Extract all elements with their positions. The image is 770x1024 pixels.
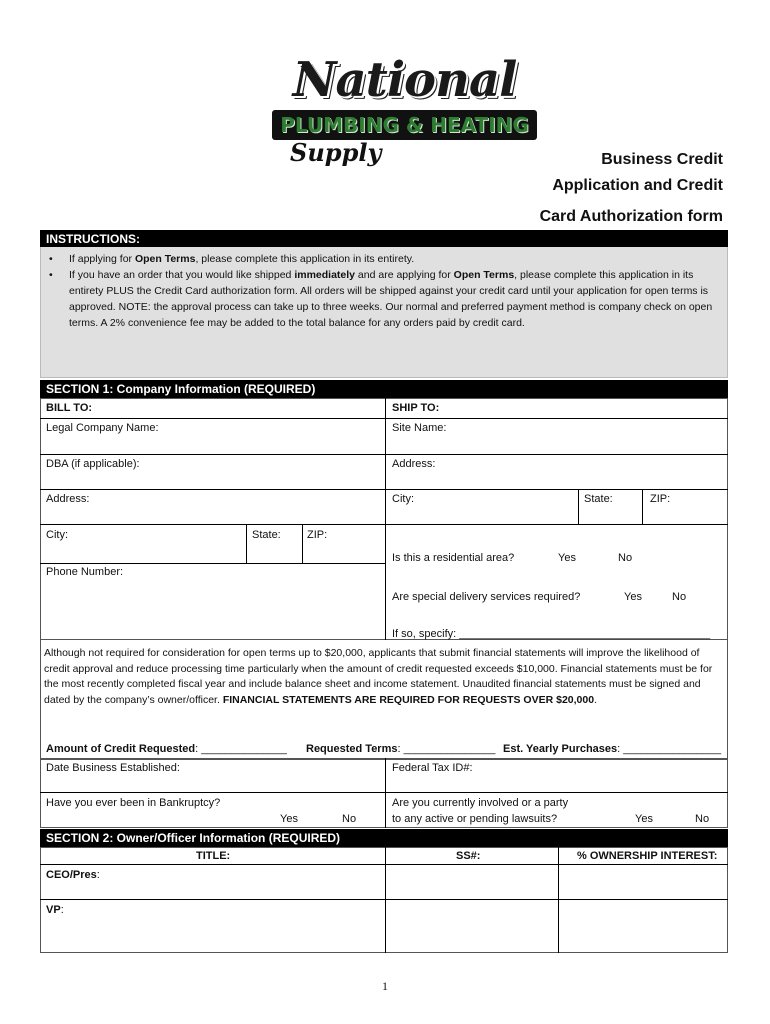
instructions-header: INSTRUCTIONS: (40, 230, 728, 248)
column-title-header: TITLE: (196, 850, 231, 862)
bankruptcy-no-option[interactable]: No (342, 813, 357, 825)
lawsuit-question-line-2: to any active or pending lawsuits? (392, 813, 558, 825)
dba-field[interactable]: DBA (if applicable): (46, 458, 140, 470)
special-delivery-specify-field[interactable]: If so, specify: _________________________________________ (392, 628, 711, 640)
est-yearly-purchases-field[interactable]: Est. Yearly Purchases: ________________ (503, 743, 722, 755)
lawsuit-question-line-1: Are you currently involved or a party (392, 797, 569, 809)
financial-statement-note: Although not required for consideration for open terms up to $20,000, applicants that submit financial statements will improve the likelihood of credit approval and reduce processing time particularly when the amount of credit requested exceeds $10,000. Financial statements must be for the most recently completed fiscal year and include balance sheet and income statement. Unaudited financial statements must be signed and dated by the company’s owner/officer. FINANCIAL STATEMENTS ARE REQUIRED FOR REQUESTS OVER $20,000. (44, 647, 713, 706)
special-delivery-question: Are special delivery services required? (392, 591, 581, 603)
ship-city-field[interactable]: City: (392, 493, 414, 505)
bill-to-heading: BILL TO: (46, 402, 93, 414)
vp-row-label: VP: (46, 904, 64, 916)
bill-address-field[interactable]: Address: (46, 493, 90, 505)
owner-officer-table (40, 847, 728, 953)
company-logo (262, 52, 547, 167)
ceo-pres-row-label: CEO/Pres: (46, 869, 100, 881)
special-delivery-no-option[interactable]: No (672, 591, 687, 603)
bill-city-field[interactable]: City: (46, 529, 68, 541)
ship-address-field[interactable]: Address: (392, 458, 436, 470)
instruction-item: • If applying for Open Terms, please complete this application in its entirety. (69, 251, 719, 267)
amount-credit-requested-field[interactable]: Amount of Credit Requested: ______________ (46, 743, 287, 755)
instructions-box (40, 247, 728, 378)
section2-header: SECTION 2: Owner/Officer Information (REQUIRED) (40, 829, 728, 847)
section1-header: SECTION 1: Company Information (REQUIRED) (40, 380, 728, 398)
page-number: 1 (382, 979, 388, 993)
residential-no-option[interactable]: No (618, 552, 633, 564)
date-established-field[interactable]: Date Business Established: (46, 762, 180, 774)
ship-zip-field[interactable]: ZIP: (650, 493, 671, 505)
bill-zip-field[interactable]: ZIP: (307, 529, 328, 541)
residential-yes-option[interactable]: Yes (558, 552, 576, 564)
logo-wordmark: National (292, 52, 517, 108)
requested-terms-field[interactable]: Requested Terms: _______________ (306, 743, 496, 755)
instruction-item: • If you have an order that you would like shipped immediately and are applying for Open Terms, please complete this application in its entirety PLUS the Credit Card authorization form. All orders will be shipped against your credit card until your application for open terms is approved. NOTE: the approval process can take up to three weeks. Our normal and preferred payment method is company check on open terms. A 2% convenience fee may be added to the total balance for any orders paid by credit card. (69, 267, 719, 331)
bankruptcy-yes-option[interactable]: Yes (280, 813, 298, 825)
special-delivery-yes-option[interactable]: Yes (624, 591, 642, 603)
legal-company-name-field[interactable]: Legal Company Name: (46, 422, 159, 434)
ship-to-heading: SHIP TO: (392, 402, 440, 414)
form-title-line-1: Business Credit (601, 151, 723, 168)
bill-state-field[interactable]: State: (252, 529, 281, 541)
logo-banner (272, 110, 537, 140)
column-ss-header: SS#: (456, 850, 481, 862)
logo-supply-text: Supply (290, 138, 382, 167)
lawsuit-no-option[interactable]: No (695, 813, 710, 825)
federal-tax-id-field[interactable]: Federal Tax ID#: (392, 762, 473, 774)
column-ownership-header: % OWNERSHIP INTEREST: (577, 850, 718, 862)
site-name-field[interactable]: Site Name: (392, 422, 447, 434)
residential-question: Is this a residential area? (392, 552, 515, 564)
section1-frame (40, 398, 728, 640)
form-title-line-3: Card Authorization form (539, 208, 723, 225)
ship-state-field[interactable]: State: (584, 493, 613, 505)
phone-number-field[interactable]: Phone Number: (46, 566, 124, 578)
bankruptcy-question: Have you ever been in Bankruptcy? (46, 797, 221, 809)
logo-banner-text: PLUMBING & HEATING (280, 113, 529, 137)
lawsuit-yes-option[interactable]: Yes (635, 813, 653, 825)
form-title-line-2: Application and Credit (552, 177, 723, 194)
